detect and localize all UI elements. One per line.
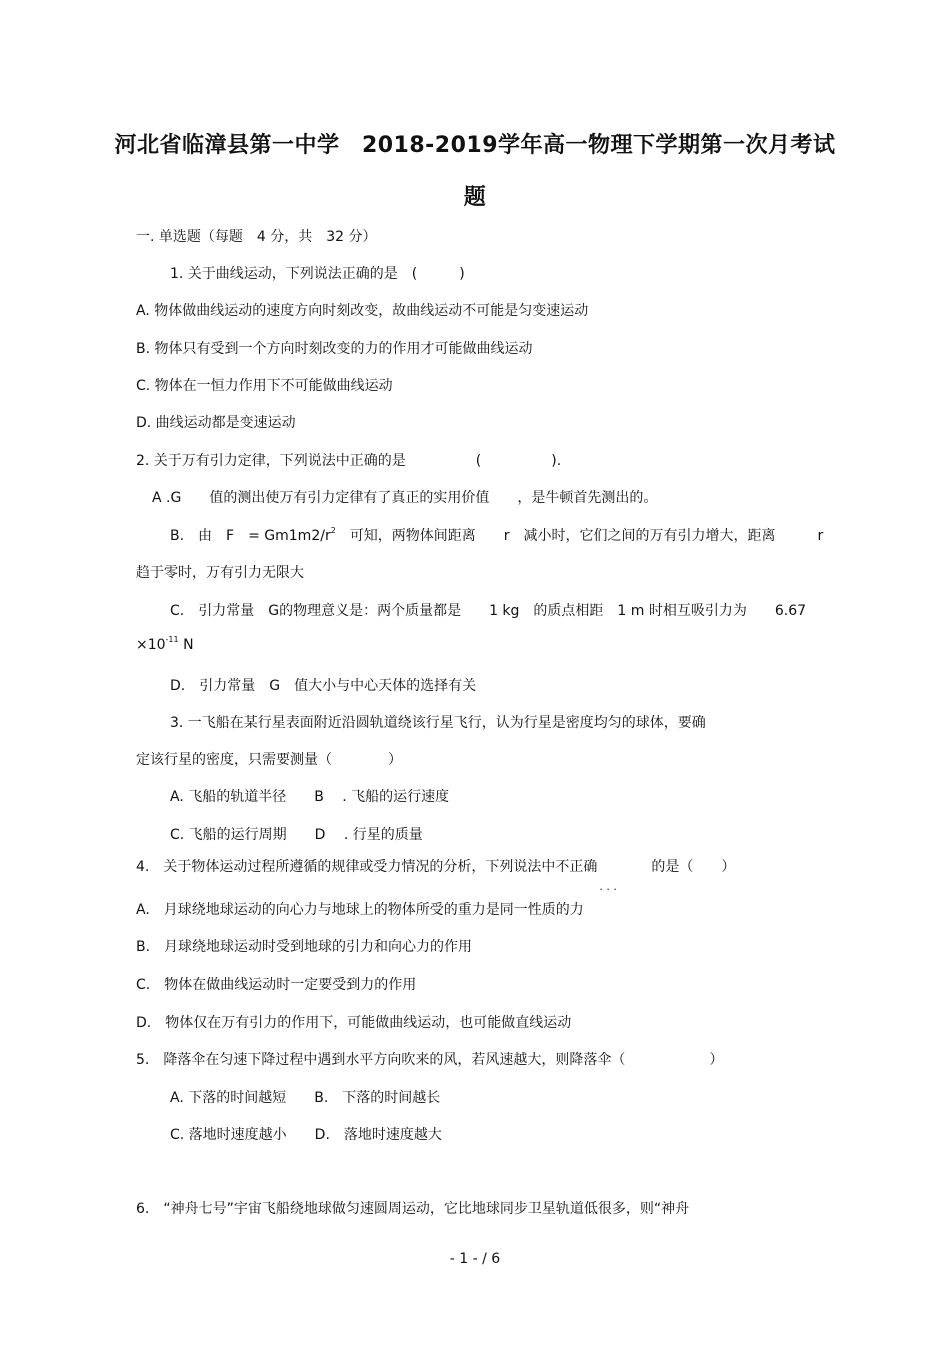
section-heading: 一. 单选题（每题 4 分，共 32 分） bbox=[136, 229, 377, 245]
q3-options-ab: A. 飞船的轨道半径 B . 飞船的运行速度 bbox=[170, 789, 450, 805]
q4-option-c: C. 物体在做曲线运动时一定要受到力的作用 bbox=[136, 977, 417, 993]
q5-options-ab: A. 下落的时间越短 B. 下落的时间越长 bbox=[170, 1090, 441, 1106]
q4-emphasis-dots: . . . bbox=[599, 880, 617, 893]
q2-option-b-text: 可知，两物体间距离 r 减小时，它们之间的万有引力增大，距离 r bbox=[335, 528, 824, 544]
exam-title-line2: 题 bbox=[463, 185, 487, 210]
q1-option-d: D. 曲线运动都是变速运动 bbox=[136, 415, 296, 431]
q1-option-a: A. 物体做曲线运动的速度方向时刻改变，故曲线运动不可能是匀变速运动 bbox=[136, 303, 589, 319]
q4-stem-end: 的是（ ） bbox=[651, 859, 736, 875]
q2-stem: 2. 关于万有引力定律，下列说法中正确的是 ( ). bbox=[136, 453, 562, 469]
q2-option-c-unit: N bbox=[178, 637, 194, 653]
q2-option-c: C. 引力常量 G的物理意义是：两个质量都是 1 kg 的质点相距 1 m 时相互吸引力为 6.67 bbox=[170, 603, 807, 619]
q2-option-c-continued bbox=[136, 637, 194, 653]
q3-stem-continued: 定该行星的密度，只需要测量（ ） bbox=[136, 752, 402, 768]
q4-option-b: B. 月球绕地球运动时受到地球的引力和向心力的作用 bbox=[136, 939, 473, 955]
q6-stem: 6. “神舟七号”宇宙飞船绕地球做匀速圆周运动，它比地球同步卫星轨道低很多，则“神舟 bbox=[136, 1201, 690, 1217]
q2-option-c-base: ×10 bbox=[136, 637, 166, 653]
q2-option-b-formula: B. 由 F = Gm1m2/r bbox=[170, 528, 331, 544]
q2-option-a: A .G 值的测出使万有引力定律有了真正的实用价值 ，是牛顿首先测出的。 bbox=[152, 490, 658, 506]
q2-option-b-continued: 趋于零时，万有引力无限大 bbox=[136, 565, 304, 581]
page-number: - 1 - / 6 bbox=[449, 1251, 501, 1267]
q4-option-d: D. 物体仅在万有引力的作用下，可能做曲线运动，也可能做直线运动 bbox=[136, 1015, 572, 1031]
q4-stem bbox=[136, 856, 736, 893]
q1-option-c: C. 物体在一恒力作用下不可能做曲线运动 bbox=[136, 378, 393, 394]
q1-stem: 1. 关于曲线运动，下列说法正确的是 ( ) bbox=[170, 266, 465, 282]
q4-stem-text: 4. 关于物体运动过程所遵循的规律或受力情况的分析，下列说法中不正确 bbox=[136, 859, 598, 875]
q5-stem: 5. 降落伞在匀速下降过程中遇到水平方向吹来的风，若风速越大，则降落伞（ ） bbox=[136, 1052, 724, 1068]
exam-title-line1: 河北省临漳县第一中学 2018-2019学年高一物理下学期第一次月考试 bbox=[114, 133, 836, 158]
q3-stem: 3. 一飞船在某行星表面附近沿圆轨道绕该行星飞行，认为行星是密度均匀的球体，要确 bbox=[170, 715, 706, 731]
q2-option-c-exponent: -11 bbox=[165, 635, 179, 644]
q2-option-b bbox=[170, 525, 823, 545]
q1-option-b: B. 物体只有受到一个方向时刻改变的力的作用才可能做曲线运动 bbox=[136, 341, 533, 357]
q5-options-cd: C. 落地时速度越小 D. 落地时速度越大 bbox=[170, 1127, 442, 1143]
q3-options-cd: C. 飞船的运行周期 D . 行星的质量 bbox=[170, 827, 423, 843]
q2-option-b-exponent: 2 bbox=[330, 526, 336, 535]
q2-option-d: D. 引力常量 G 值大小与中心天体的选择有关 bbox=[170, 678, 477, 694]
q4-option-a: A. 月球绕地球运动的向心力与地球上的物体所受的重力是同一性质的力 bbox=[136, 902, 584, 918]
